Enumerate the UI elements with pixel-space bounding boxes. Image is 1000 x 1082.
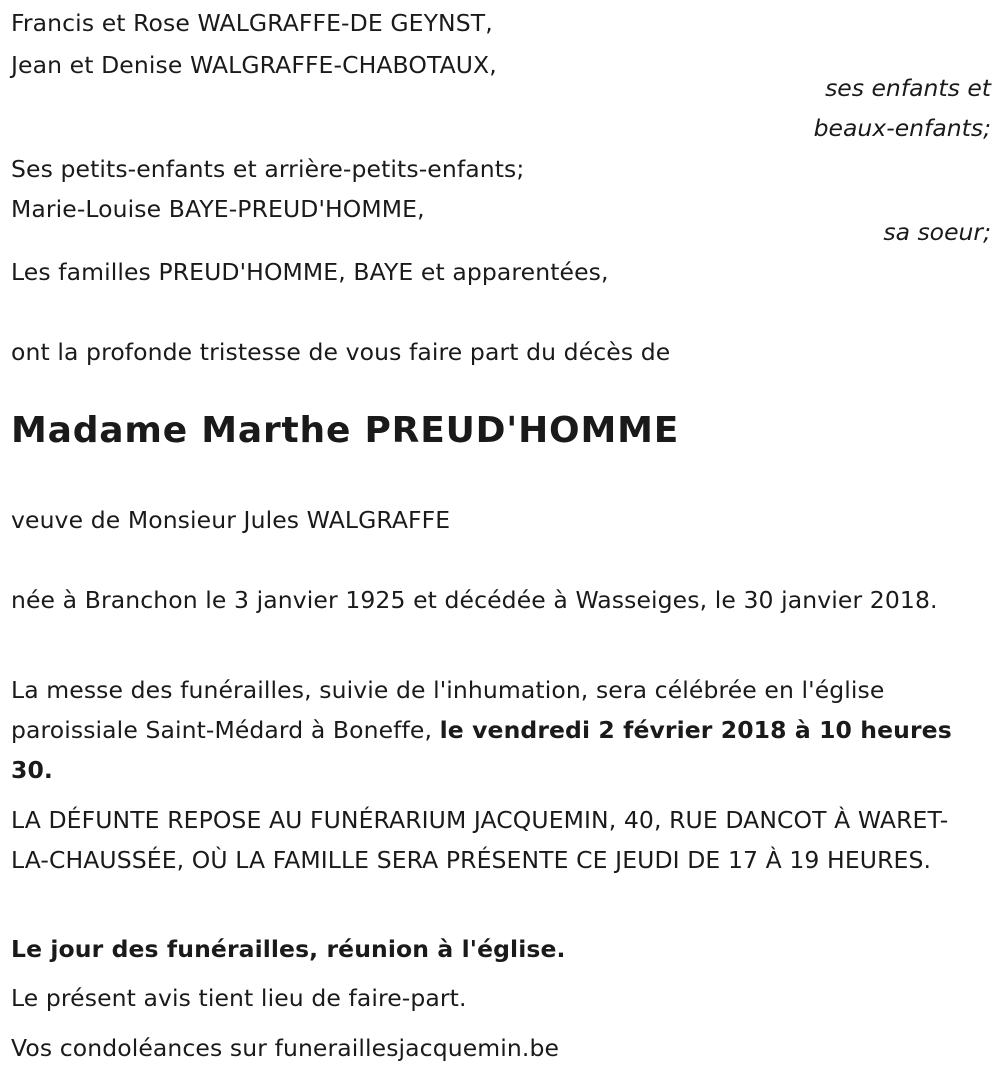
gathering-info: Le jour des funérailles, réunion à l'église. xyxy=(11,935,566,963)
announcement: ont la profonde tristesse de vous faire part du décès de xyxy=(11,338,671,366)
children-relation-2: beaux-enfants; xyxy=(813,114,991,142)
children-relation-1: ses enfants et xyxy=(825,74,991,102)
mass-text: La messe des funérailles, suivie de l'inhumation, sera célébrée en l'église paroissiale Saint-Médard à Boneffe, xyxy=(11,676,885,744)
deceased-name: Madame Marthe PREUD'HOMME xyxy=(11,410,680,451)
families-line: Les familles PREUD'HOMME, BAYE et apparentées, xyxy=(11,258,609,286)
family-line-2: Jean et Denise WALGRAFFE-CHABOTAUX, xyxy=(11,51,497,79)
viewing-info: LA DÉFUNTE REPOSE AU FUNÉRARIUM JACQUEMIN, 40, RUE DANCOT À WARET-LA-CHAUSSÉE, OÙ LA FAMILLE SERA PRÉSENTE CE JEUDI DE 17 À 19 HEURES. xyxy=(11,806,949,874)
birth-death: née à Branchon le 3 janvier 1925 et décédée à Wasseiges, le 30 janvier 2018. xyxy=(11,586,938,614)
sister-line: Marie-Louise BAYE-PREUD'HOMME, xyxy=(11,195,425,223)
grandchildren-line: Ses petits-enfants et arrière-petits-enfants; xyxy=(11,155,525,183)
sister-relation: sa soeur; xyxy=(883,218,991,246)
notice-statement: Le présent avis tient lieu de faire-part. xyxy=(11,984,467,1012)
family-line-1: Francis et Rose WALGRAFFE-DE GEYNST, xyxy=(11,9,493,37)
mass-paragraph xyxy=(11,670,979,790)
condolences-line: Vos condoléances sur funeraillesjacquemin.be xyxy=(11,1034,560,1062)
widow-of: veuve de Monsieur Jules WALGRAFFE xyxy=(11,506,451,534)
mass-date: le vendredi 2 février 2018 à 10 heures 30. xyxy=(11,716,952,784)
